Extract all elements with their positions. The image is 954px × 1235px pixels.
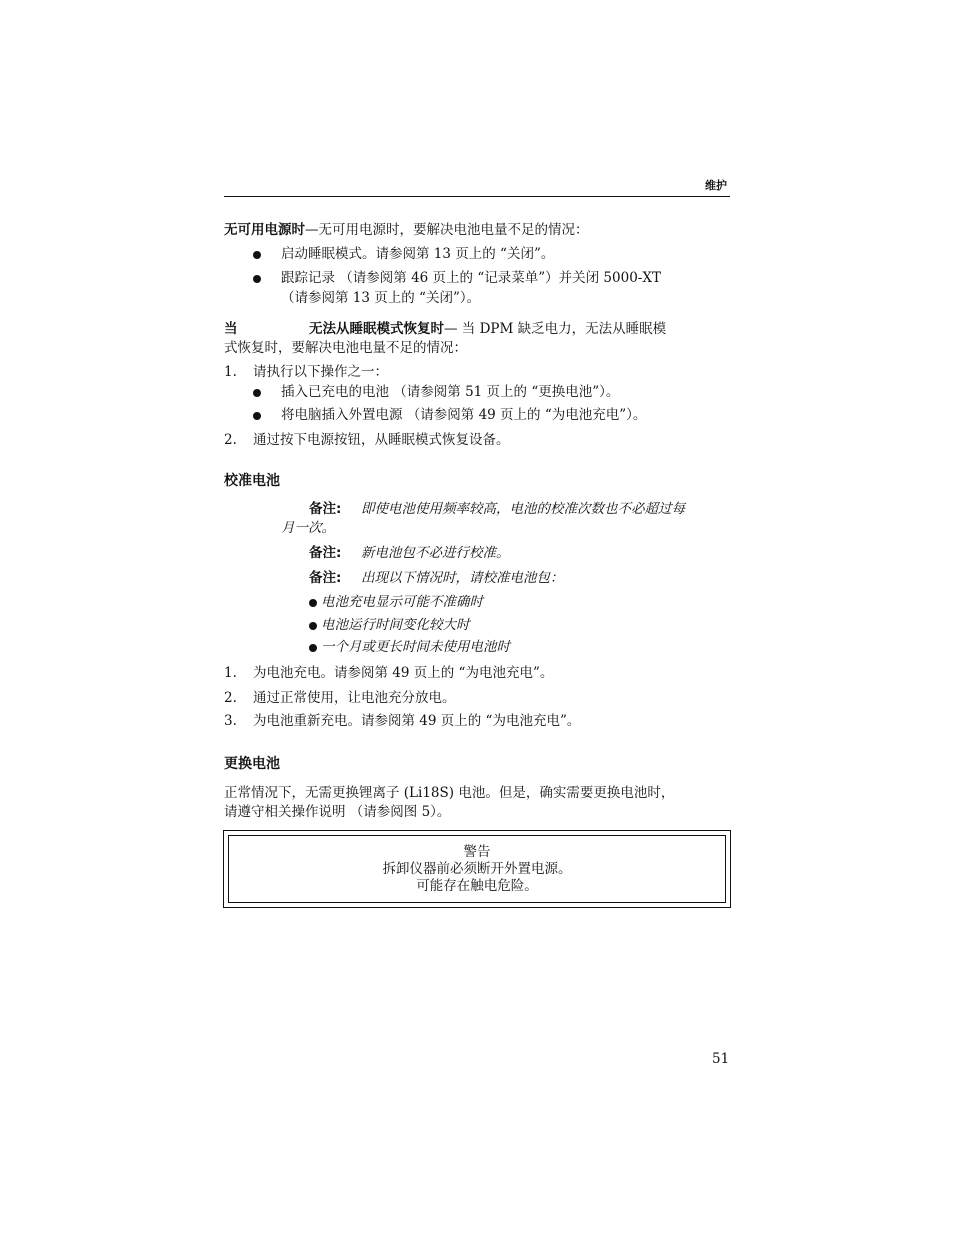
bullet-icon [309, 644, 317, 652]
list-item: 电池运行时间变化较大时 [321, 617, 470, 633]
step-text: 通过按下电源按钮，从睡眠模式恢复设备。 [253, 432, 510, 448]
list-item: 跟踪记录 （请参阅第 46 页上的 “记录菜单”）并关闭 5000-XT [281, 270, 661, 286]
bullet-icon [309, 622, 317, 630]
list-item-continuation: （请参阅第 13 页上的 “关闭”）。 [281, 290, 481, 306]
note-text: 出现以下情况时，请校准电池包： [361, 570, 564, 586]
header-rule [224, 196, 730, 197]
bullet-icon [253, 275, 261, 283]
no-resume-line1-text: — 当 DPM 缺乏电力，无法从睡眠模 [444, 321, 667, 337]
step-number: 2. [224, 432, 237, 448]
no-power-title: 无可用电源时 [224, 222, 305, 238]
no-resume-line2: 式恢复时，要解决电池电量不足的情况： [224, 340, 467, 356]
page-number: 51 [712, 1051, 730, 1067]
step-text: 为电池重新充电。请参阅第 49 页上的 “为电池充电”。 [253, 713, 581, 729]
list-item: 启动睡眠模式。请参阅第 13 页上的 “关闭”。 [281, 246, 555, 262]
paragraph-line: 正常情况下，无需更换锂离子 (Li18S) 电池。但是，确实需要更换电池时， [224, 785, 675, 801]
note-text-continuation: 月一次。 [281, 520, 335, 536]
warning-box-inner [228, 835, 726, 903]
warning-box [223, 830, 731, 908]
step-number: 3. [224, 713, 237, 729]
bullet-icon [253, 389, 261, 397]
step-text: 为电池充电。请参阅第 49 页上的 “为电池充电”。 [253, 665, 554, 681]
no-power-paragraph [224, 221, 589, 240]
warning-line: 可能存在触电危险。 [416, 878, 538, 894]
note-text: 即使电池使用频率较高，电池的校准次数也不必超过每 [361, 501, 685, 517]
warning-line: 拆卸仪器前必须断开外置电源。 [382, 861, 572, 877]
running-header: 维护 [705, 179, 727, 192]
list-item: 插入已充电的电池 （请参阅第 51 页上的 “更换电池”）。 [281, 384, 620, 400]
note-label: 备注: [309, 501, 342, 517]
no-resume-title: 无法从睡眠模式恢复时 [309, 321, 444, 337]
bullet-icon [309, 599, 317, 607]
list-item: 将电脑插入外置电源 （请参阅第 49 页上的 “为电池充电”）。 [281, 407, 647, 423]
list-item: 一个月或更长时间未使用电池时 [321, 639, 510, 655]
section-heading: 校准电池 [224, 473, 280, 489]
step-text: 通过正常使用，让电池充分放电。 [253, 690, 456, 706]
step-text: 请执行以下操作之一： [253, 364, 388, 380]
bullet-icon [253, 412, 261, 420]
section-heading: 更换电池 [224, 756, 280, 772]
note-label: 备注: [309, 570, 342, 586]
list-item: 电池充电显示可能不准确时 [321, 594, 483, 610]
step-number: 1. [224, 364, 237, 380]
no-resume-line1 [309, 320, 666, 339]
no-power-intro: —无可用电源时，要解决电池电量不足的情况： [305, 222, 589, 238]
note-label: 备注: [309, 545, 342, 561]
warning-title: 警告 [463, 844, 491, 860]
paragraph-line: 请遵守相关操作说明 （请参阅图 5）。 [224, 804, 451, 820]
step-number: 2. [224, 690, 237, 706]
bullet-icon [253, 251, 261, 259]
step-number: 1. [224, 665, 237, 681]
no-resume-lead: 当 [224, 321, 238, 337]
note-text: 新电池包不必进行校准。 [361, 545, 510, 561]
